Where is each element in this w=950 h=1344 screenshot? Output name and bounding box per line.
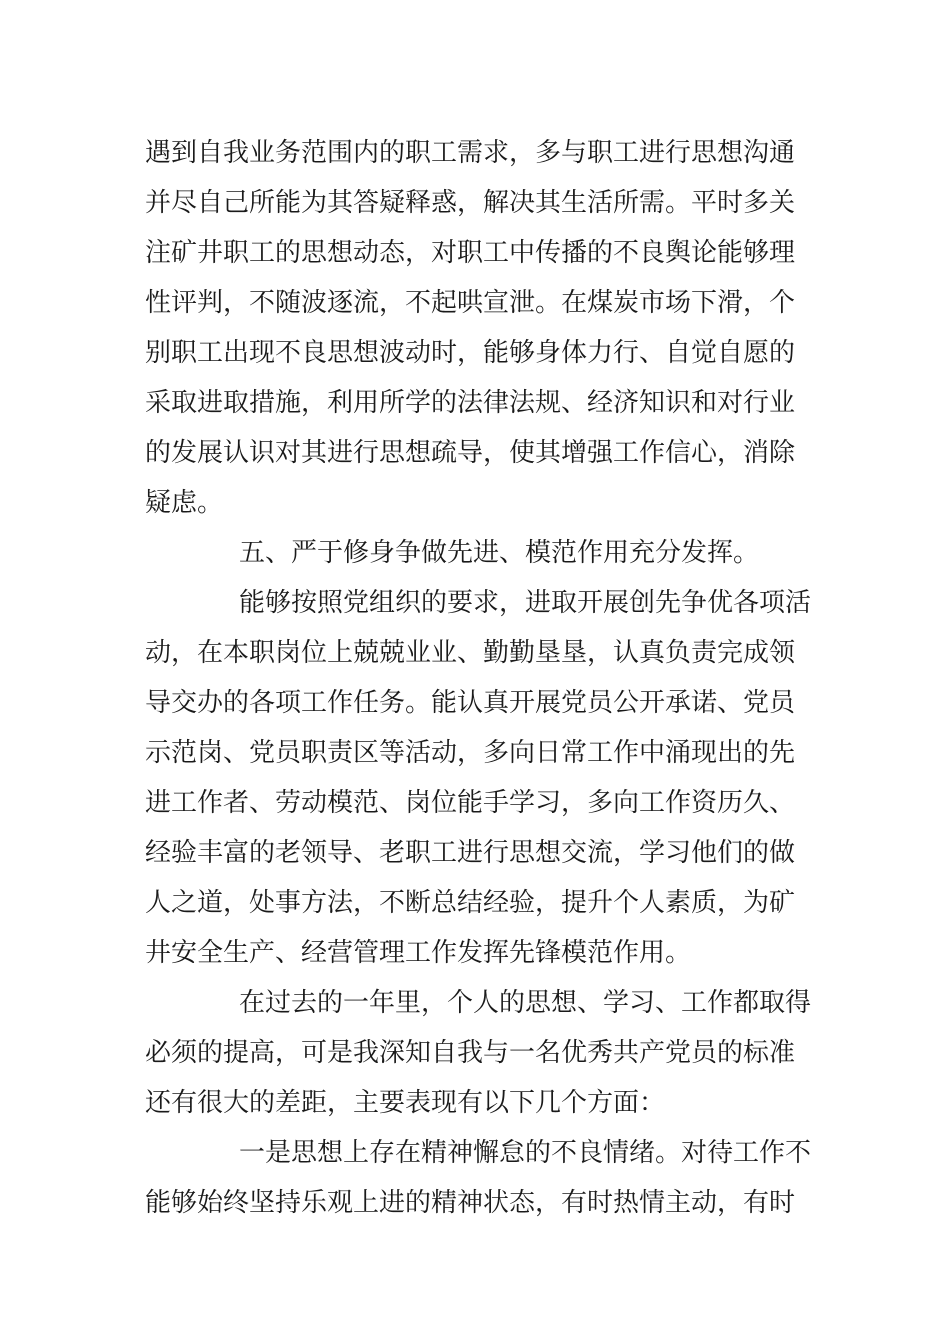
text-line: 注矿井职工的思想动态，对职工中传播的不良舆论能够理 <box>145 238 796 268</box>
text-line: 能够始终坚持乐观上进的精神状态，有时热情主动，有时 <box>145 1188 796 1218</box>
text-line: 人之道，处事方法，不断总结经验，提升个人素质，为矿 <box>145 888 796 918</box>
section-heading: 五、严于修身争做先进、模范作用充分发挥。 <box>239 538 760 568</box>
text-line: 进工作者、劳动模范、岗位能手学习，多向工作资历久、 <box>145 788 796 818</box>
text-line: 的发展认识对其进行思想疏导，使其增强工作信心，消除 <box>145 438 796 468</box>
text-line: 在过去的一年里，个人的思想、学习、工作都取得 <box>239 988 812 1018</box>
text-line: 井安全生产、经营管理工作发挥先锋模范作用。 <box>145 938 692 968</box>
text-line: 必须的提高，可是我深知自我与一名优秀共产党员的标准 <box>145 1038 796 1068</box>
text-line: 经验丰富的老领导、老职工进行思想交流，学习他们的做 <box>145 838 796 868</box>
text-line: 并尽自己所能为其答疑释惑，解决其生活所需。平时多关 <box>145 188 796 218</box>
text-line: 能够按照党组织的要求，进取开展创先争优各项活 <box>239 588 812 618</box>
text-line: 采取进取措施，利用所学的法律法规、经济知识和对行业 <box>145 388 796 418</box>
text-line: 一是思想上存在精神懈怠的不良情绪。对待工作不 <box>239 1138 812 1168</box>
text-line: 别职工出现不良思想波动时，能够身体力行、自觉自愿的 <box>145 338 796 368</box>
text-line: 还有很大的差距，主要表现有以下几个方面： <box>145 1088 666 1118</box>
document-body <box>145 128 815 1228</box>
text-line: 疑虑。 <box>145 488 224 518</box>
text-line: 性评判，不随波逐流，不起哄宣泄。在煤炭市场下滑，个 <box>145 288 796 318</box>
text-line: 导交办的各项工作任务。能认真开展党员公开承诺、党员 <box>145 688 796 718</box>
text-line: 动，在本职岗位上兢兢业业、勤勤垦垦，认真负责完成领 <box>145 638 796 668</box>
text-line: 遇到自我业务范围内的职工需求，多与职工进行思想沟通 <box>145 138 796 168</box>
text-line: 示范岗、党员职责区等活动，多向日常工作中涌现出的先 <box>145 738 796 768</box>
